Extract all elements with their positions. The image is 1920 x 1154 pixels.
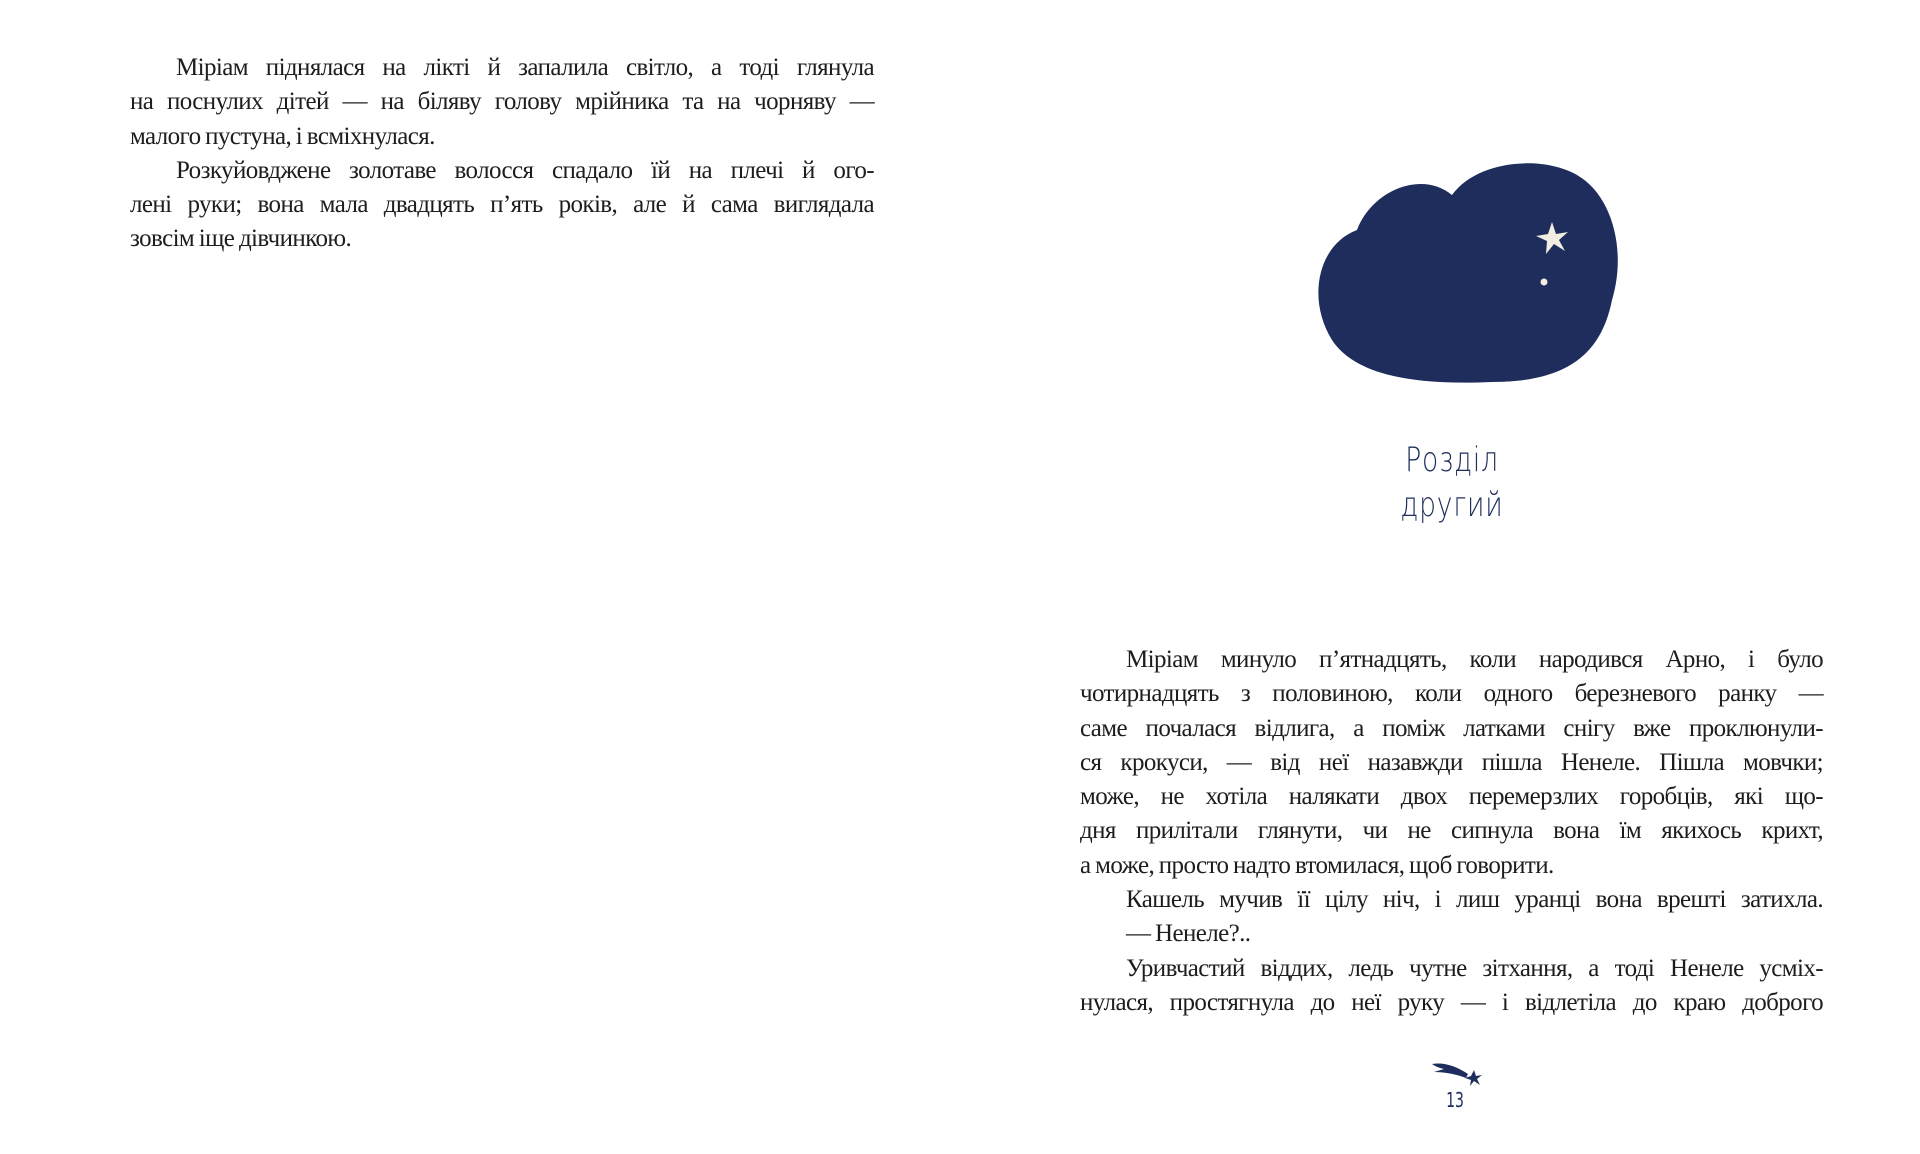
right-page-text	[1080, 643, 1823, 1020]
text-line: дня прилітали глянути, чи не сипнула вона їм якихось крихт,	[1080, 817, 1823, 845]
text-line: зовсім іще дівчинкою.	[130, 225, 352, 253]
text-line: малого пустуна, і всміхнулася.	[130, 122, 435, 150]
cloud-illustration	[1312, 150, 1627, 390]
text-line: нулася, простягнула до неї руку — і відлетіла до краю доброго	[1080, 988, 1823, 1016]
shooting-star-icon	[1430, 1058, 1486, 1092]
text-line: саме почалася відлига, а поміж латками снігу вже проклюнули-	[1080, 714, 1823, 742]
text-line: Уривчастий віддих, ледь чутне зітхання, а тоді Ненеле усміх-	[1126, 954, 1823, 982]
text-line: чотирнадцять з половиною, коли одного березневого ранку —	[1080, 680, 1823, 708]
page-number: 13	[1446, 1088, 1464, 1112]
text-line: Розкуйовджене золотаве волосся спадало їй на плечі й ого-	[176, 156, 874, 184]
text-line: ся крокуси, — від неї назавжди пішла Ненеле. Пішла мовчки;	[1080, 748, 1823, 776]
chapter-heading: Розділ	[1405, 440, 1499, 480]
left-page-text	[130, 51, 874, 257]
chapter-heading: другий	[1400, 485, 1504, 525]
text-line: Кашель мучив її цілу ніч, і лиш уранці вона врешті затихла.	[1126, 886, 1823, 914]
text-line: лені руки; вона мала двадцять п’ять років, але й сама виглядала	[130, 191, 874, 219]
text-line: Міріам минуло п’ятнадцять, коли народився Арно, і було	[1126, 646, 1823, 673]
text-line: Міріам піднялася на лікті й запалила світло, а тоді глянула	[176, 54, 874, 81]
text-line: може, не хотіла налякати двох перемерзлих горобців, які що-	[1080, 783, 1823, 811]
text-line: а може, просто надто втомилася, щоб говорити.	[1080, 851, 1554, 879]
text-line: — Ненеле?..	[1126, 920, 1251, 948]
text-line: на поснулих дітей — на біляву голову мрійника та на чорняву —	[130, 88, 874, 116]
